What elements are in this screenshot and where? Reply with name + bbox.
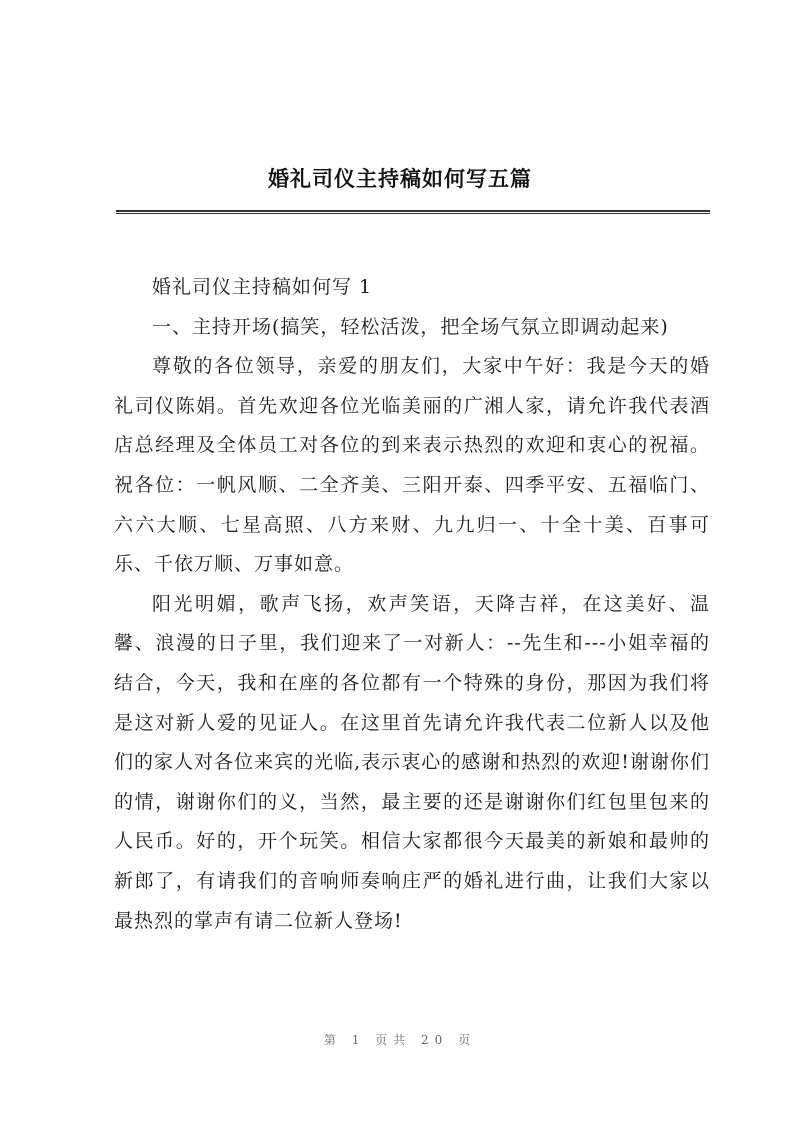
section-heading: 婚礼司仪主持稿如何写 1 (152, 276, 373, 298)
title-divider (116, 210, 710, 214)
body-paragraph: 尊敬的各位领导，亲爱的朋友们，大家中午好：我是今天的婚礼司仪陈娟。首先欢迎各位光临美丽的广湘人家，请允许我代表酒店总经理及全体员工对各位的到来表示热烈的欢迎和衷心的祝福。祝各位：一帆风顺、二全齐美、三阳开泰、四季平安、五福临门、六六大顺、七星高照、八方来财、九九归一、十全十美、百事可乐、千依万顺、万事如意。 (114, 355, 710, 576)
page-number-footer: 第 1 页共 20 页 (323, 1033, 477, 1047)
body-paragraph: 阳光明媚，歌声飞扬，欢声笑语，天降吉祥，在这美好、温馨、浪漫的日子里，我们迎来了一对新人：--先生和---小姐幸福的结合，今天，我和在座的各位都有一个特殊的身份，那因为我们将是这对新人爱的见证人。在这里首先请允许我代表二位新人以及他们的家人对各位来宾的光临,表示衷心的感谢和热烈的欢迎!谢谢你们的情，谢谢你们的义，当然，最主要的还是谢谢你们红包里包来的人民币。好的，开个玩笑。相信大家都很今天最美的新娘和最帅的新郎了，有请我们的音响师奏响庄严的婚礼进行曲，让我们大家以最热烈的掌声有请二位新人登场! (114, 592, 710, 932)
document-body (114, 268, 710, 941)
document-title: 婚礼司仪主持稿如何写五篇 (268, 167, 532, 191)
subsection-heading: 一、主持开场(搞笑，轻松活泼，把全场气氛立即调动起来) (152, 315, 669, 338)
